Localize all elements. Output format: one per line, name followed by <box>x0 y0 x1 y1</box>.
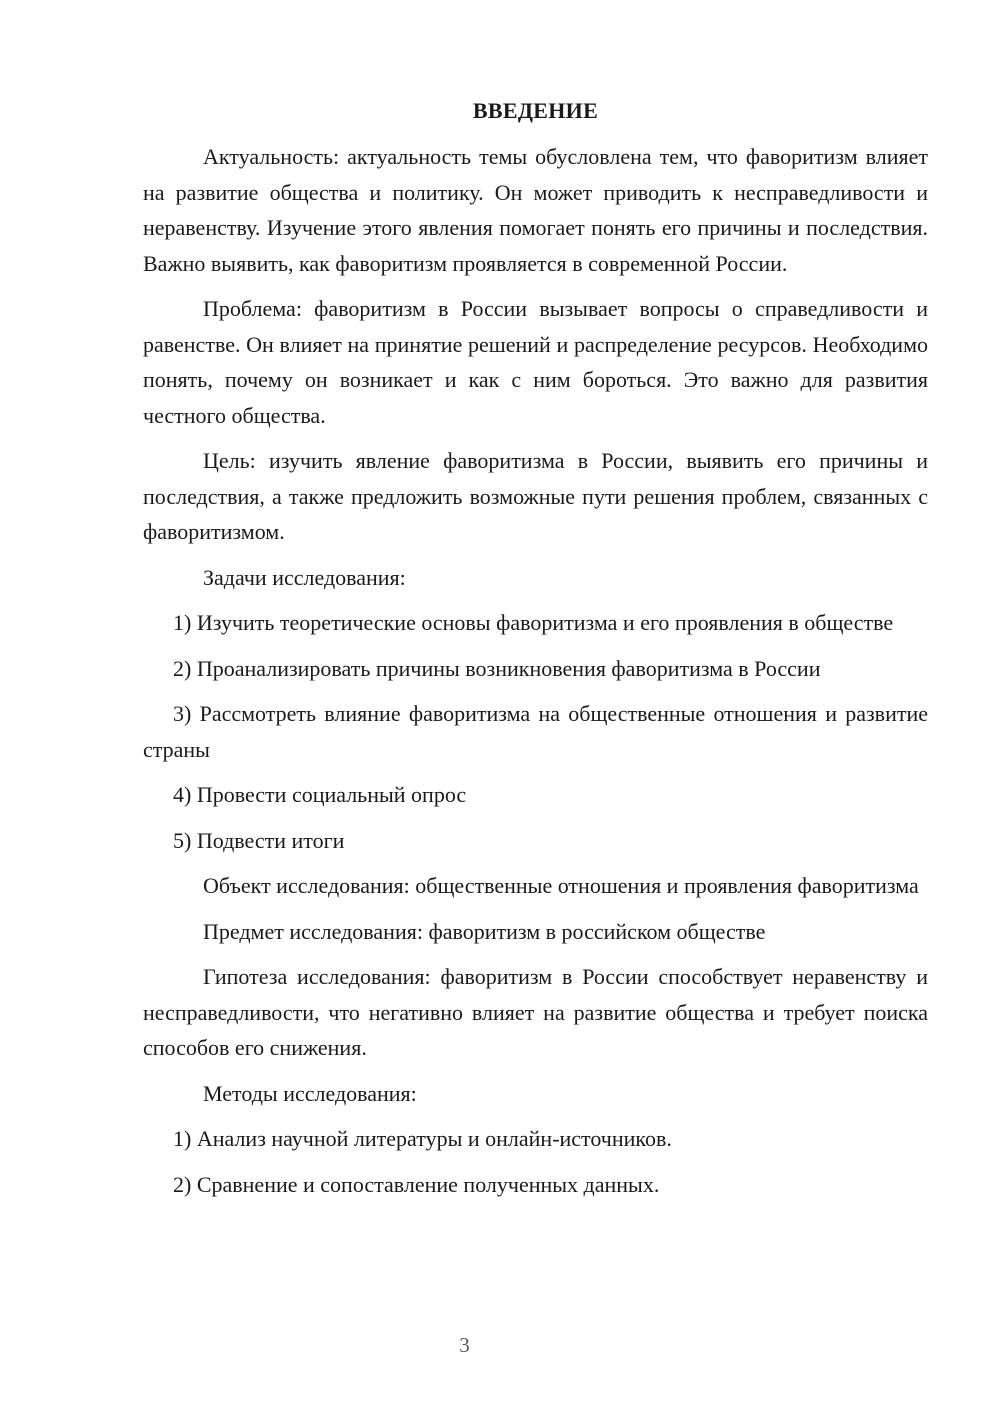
document-page <box>143 96 928 1212</box>
paragraph-object: Объект исследования: общественные отношения и проявления фаворитизма <box>203 873 919 898</box>
task-item-4: 4) Провести социальный опрос <box>173 782 467 807</box>
task-item-1: 1) Изучить теоретические основы фаворитизма и его проявления в обществе <box>173 610 894 635</box>
section-title: ВВЕДЕНИЕ <box>472 98 599 123</box>
method-item-2: 2) Сравнение и сопоставление полученных данных. <box>173 1171 660 1197</box>
paragraph-problem: Проблема: фаворитизм в России вызывает вопросы о справедливости и равенстве. Он влияет на принятие решений и распределение ресурсов. Необходимо понять, почему он возникает и как с ним бороться. Это важно для развития честного общества. <box>143 296 928 428</box>
paragraph-subject: Предмет исследования: фаворитизм в российском обществе <box>203 918 766 944</box>
task-item-3: 3) Рассмотреть влияние фаворитизма на общественные отношения и развитие страны <box>143 701 928 762</box>
methods-heading: Методы исследования: <box>203 1080 417 1106</box>
method-item-1: 1) Анализ научной литературы и онлайн-источников. <box>173 1126 672 1151</box>
task-item-5: 5) Подвести итоги <box>173 827 345 853</box>
paragraph-hypothesis: Гипотеза исследования: фаворитизм в России способствует неравенству и несправедливости, что негативно влияет на развитие общества и требует поиска способов его снижения. <box>143 964 928 1060</box>
tasks-heading: Задачи исследования: <box>203 564 406 590</box>
page-number: 3 <box>459 1333 470 1357</box>
task-item-2: 2) Проанализировать причины возникновения фаворитизма в России <box>173 655 821 681</box>
paragraph-goal: Цель: изучить явление фаворитизма в России, выявить его причины и последствия, а также предложить возможные пути решения проблем, связанных с фаворитизмом. <box>143 448 928 544</box>
paragraph-relevance: Актуальность: актуальность темы обусловлена тем, что фаворитизм влияет на развитие общества и политику. Он может приводить к несправедливости и неравенству. Изучение этого явления помогает понять его причины и последствия. Важно выявить, как фаворитизм проявляется в современной России. <box>143 144 928 276</box>
